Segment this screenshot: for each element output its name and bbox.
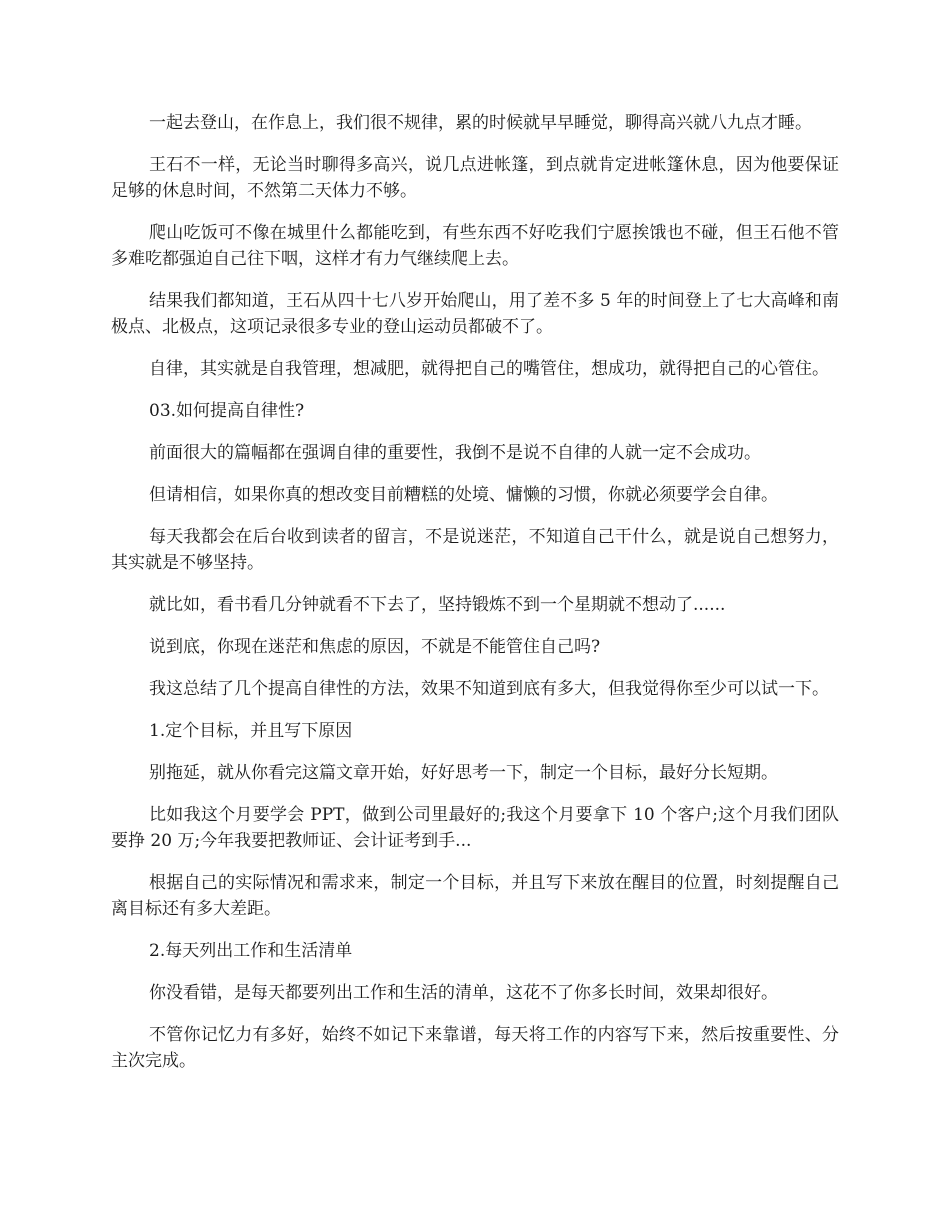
section-heading: 03.如何提高自律性?	[149, 401, 305, 421]
paragraph: 爬山吃饭可不像在城里什么都能吃到，有些东西不好吃我们宁愿挨饿也不碰，但王石他不管多难吃都强迫自己往下咽，这样才有力气继续爬上去。	[111, 223, 839, 269]
paragraph: 每天我都会在后台收到读者的留言，不是说迷茫，不知道自己干什么，就是说自己想努力，其实就是不够坚持。	[111, 527, 839, 573]
paragraph: 比如我这个月要学会 PPT，做到公司里最好的;我这个月要拿下 10 个客户;这个月我们团队要挣 20 万;今年我要把教师证、会计证考到手...	[111, 805, 839, 851]
paragraph: 结果我们都知道，王石从四十七八岁开始爬山，用了差不多 5 年的时间登上了七大高峰和南极点、北极点，这项记录很多专业的登山运动员都破不了。	[111, 291, 839, 337]
paragraph: 你没看错，是每天都要列出工作和生活的清单，这花不了你多长时间，效果却很好。	[149, 983, 778, 1003]
paragraph: 说到底，你现在迷茫和焦虑的原因，不就是不能管住自己吗?	[149, 637, 601, 657]
subheading: 2.每天列出工作和生活清单	[149, 941, 353, 961]
document-body	[111, 110, 839, 1090]
paragraph: 根据自己的实际情况和需求来，制定一个目标，并且写下来放在醒目的位置，时刻提醒自己离目标还有多大差距。	[111, 873, 839, 919]
paragraph: 王石不一样，无论当时聊得多高兴，说几点进帐篷，到点就肯定进帐篷休息，因为他要保证足够的休息时间，不然第二天体力不够。	[111, 155, 839, 201]
paragraph: 就比如，看书看几分钟就看不下去了，坚持锻炼不到一个星期就不想动了......	[149, 595, 726, 615]
subheading: 1.定个目标，并且写下原因	[149, 721, 353, 741]
paragraph: 我这总结了几个提高自律性的方法，效果不知道到底有多大，但我觉得你至少可以试一下。	[149, 679, 829, 699]
paragraph: 自律，其实就是自我管理，想减肥，就得把自己的嘴管住，想成功，就得把自己的心管住。	[149, 359, 829, 379]
paragraph: 前面很大的篇幅都在强调自律的重要性，我倒不是说不自律的人就一定不会成功。	[149, 443, 761, 463]
paragraph: 不管你记忆力有多好，始终不如记下来靠谱，每天将工作的内容写下来，然后按重要性、分主次完成。	[111, 1025, 839, 1071]
paragraph: 一起去登山，在作息上，我们很不规律，累的时候就早早睡觉，聊得高兴就八九点才睡。	[149, 113, 812, 133]
paragraph: 别拖延，就从你看完这篇文章开始，好好思考一下，制定一个目标，最好分长短期。	[149, 763, 778, 783]
paragraph: 但请相信，如果你真的想改变目前糟糕的处境、慵懒的习惯，你就必须要学会自律。	[149, 485, 778, 505]
